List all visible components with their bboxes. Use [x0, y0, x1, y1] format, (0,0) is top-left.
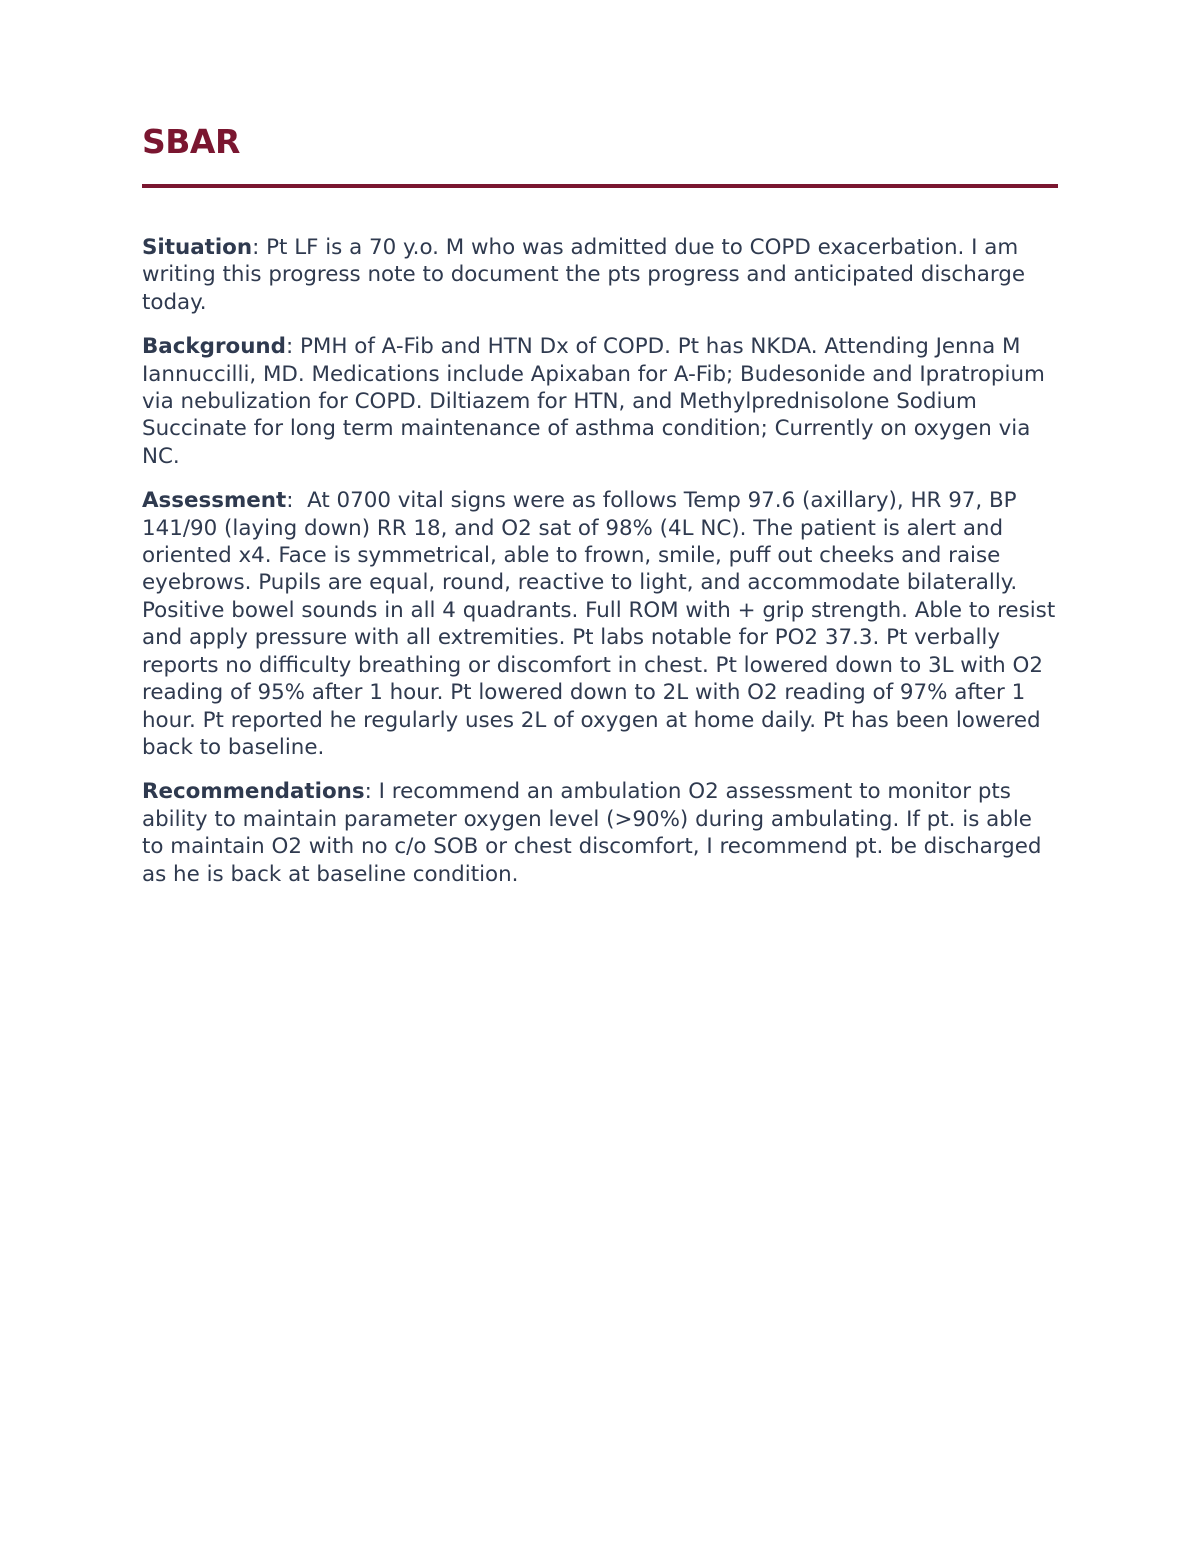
section-separator: : — [364, 779, 379, 805]
section-text: At 0700 vital signs were as follows Temp 97.6 (axillary), HR 97, BP 141/90 (laying down) RR 18, and O2 sat of 98% (4L NC). The patient is alert and oriented x4. Face is symmetrical, able to frown, smile, puff out cheeks and raise eyebrows. Pupils are equal, round, reactive to light, and accommodate bilaterally. Positive bowel sounds in all 4 quadrants. Full ROM with + grip strength. Able to resist and apply pressure with all extremities. Pt labs notable for PO2 37.3. Pt verbally reports no difficulty breathing or discomfort in chest. Pt lowered down to 3L with O2 reading of 95% after 1 hour. Pt lowered down to 2L with O2 reading of 97% after 1 hour. Pt reported he regularly uses 2L of oxygen at home daily. Pt has been lowered back to baseline. — [142, 488, 1056, 760]
section-separator: : — [285, 334, 300, 360]
section-text: I recommend an ambulation O2 assessment to monitor pts ability to maintain parameter oxygen level (>90%) during ambulating. If pt. is able to maintain O2 with no c/o SOB or chest discomfort, I recommend pt. be discharged as he is back at baseline condition. — [142, 779, 1042, 887]
section-recommendations — [142, 778, 1058, 888]
document-title: SBAR — [142, 122, 240, 161]
document-page — [142, 118, 1058, 905]
title-divider — [142, 184, 1058, 188]
section-assessment — [142, 487, 1058, 761]
section-text: Pt LF is a 70 y.o. M who was admitted due to COPD exacerbation. I am writing this progress note to document the pts progress and anticipated discharge today. — [142, 235, 1026, 315]
section-situation — [142, 234, 1058, 316]
section-separator: : — [252, 235, 267, 260]
section-label: Assessment — [142, 488, 287, 514]
section-text: PMH of A-Fib and HTN Dx of COPD. Pt has NKDA. Attending Jenna M Iannuccilli, MD. Medications include Apixaban for A-Fib; Budesonide and Ipratropium via nebulization for COPD. Diltiazem for HTN, and Methylprednisolone Sodium Succinate for long term maintenance of asthma condition; Currently on oxygen via NC. — [142, 334, 1045, 469]
section-label: Background — [142, 334, 286, 360]
section-separator: : — [286, 488, 308, 514]
section-label: Situation — [142, 235, 253, 260]
section-background — [142, 333, 1058, 470]
section-label: Recommendations — [142, 779, 365, 805]
